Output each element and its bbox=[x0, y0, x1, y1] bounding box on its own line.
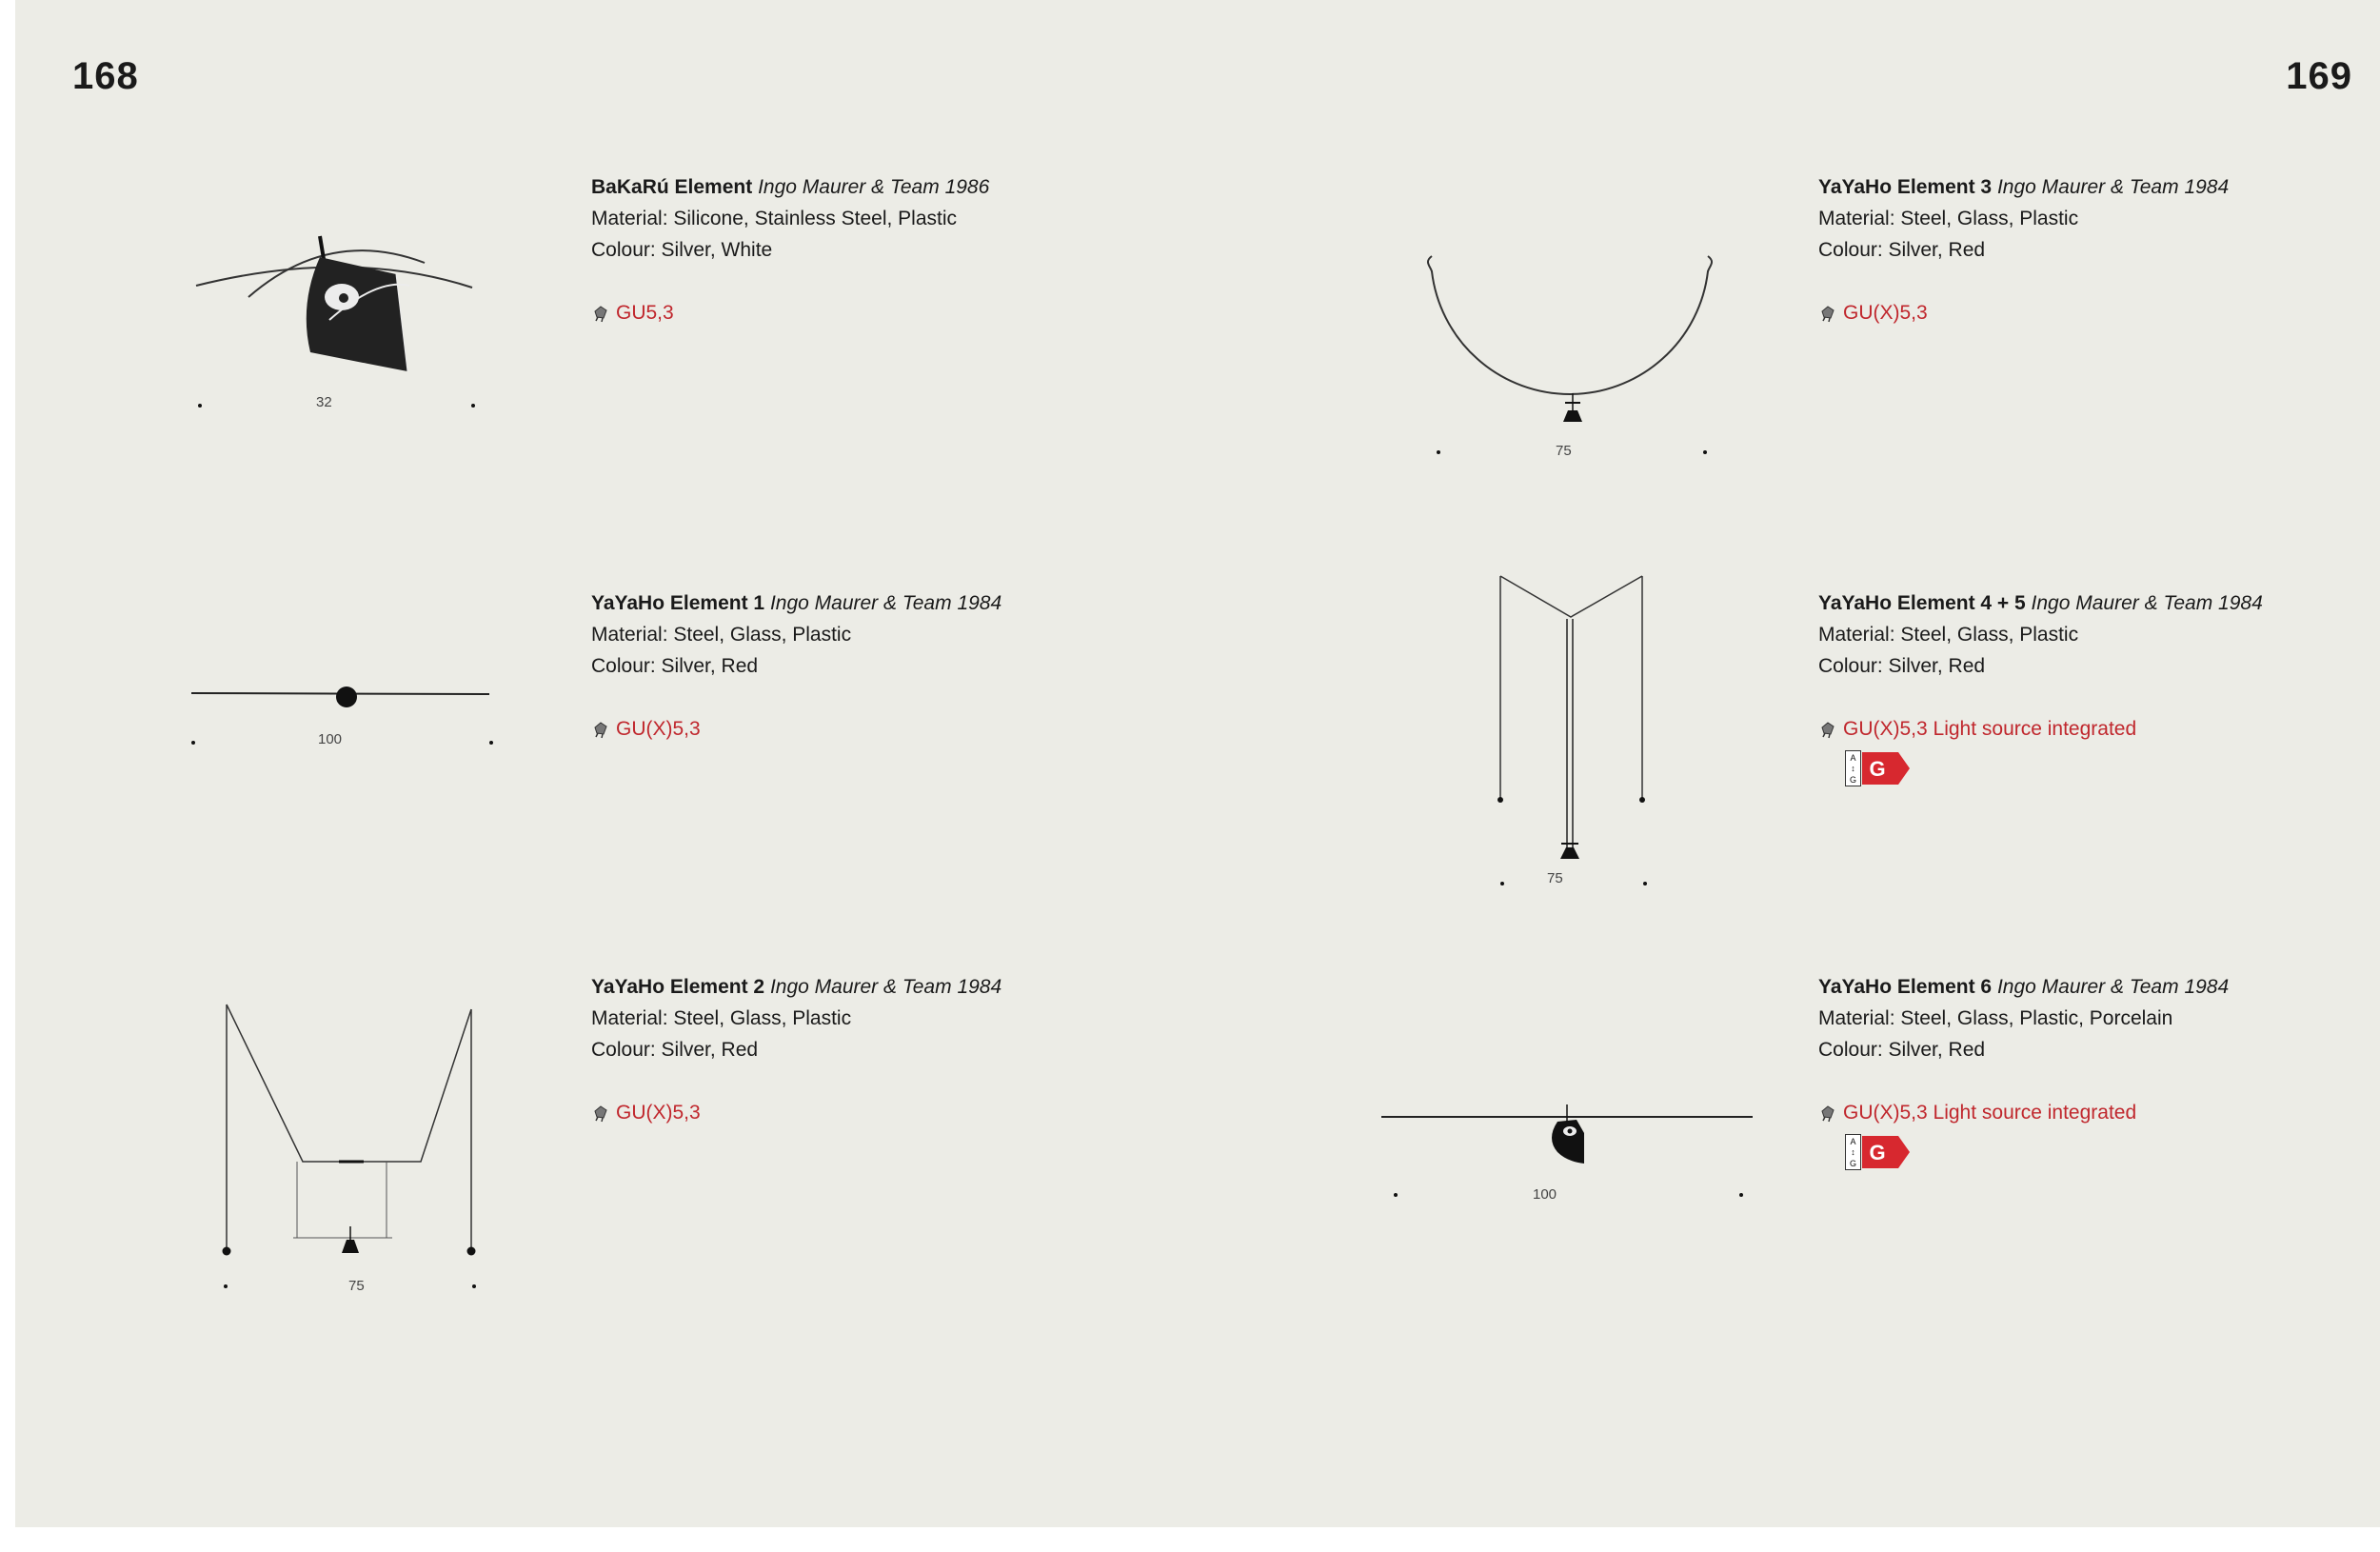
product-designer: Ingo Maurer & Team bbox=[769, 592, 952, 614]
product-designer: Ingo Maurer & Team bbox=[758, 176, 940, 198]
product-name: YaYaHo Element 6 bbox=[1818, 976, 1993, 998]
energy-scale-mid: ↕ bbox=[1851, 764, 1855, 773]
energy-class-letter: G bbox=[1869, 1141, 1886, 1164]
bulb-info bbox=[1818, 713, 2263, 745]
energy-label-icon bbox=[1845, 750, 1912, 786]
energy-scale-top: A bbox=[1850, 753, 1856, 763]
product-material: Material: Steel, Glass, Plastic bbox=[1818, 624, 2079, 646]
product-material: Material: Silicone, Stainless Steel, Plastic bbox=[591, 208, 957, 229]
product-title bbox=[591, 587, 1002, 619]
yayaho-element-3-drawing bbox=[1405, 243, 1738, 471]
halogen-bulb-icon bbox=[1818, 1104, 1837, 1123]
bulb-type: GU(X)5,3 bbox=[1843, 302, 1928, 324]
product-year: 1984 bbox=[2184, 176, 2230, 198]
product-material: Material: Steel, Glass, Plastic bbox=[1818, 208, 2079, 229]
product-title bbox=[1818, 171, 2229, 203]
yayaho-element-2-drawing bbox=[196, 990, 510, 1304]
energy-scale-top: A bbox=[1850, 1137, 1856, 1146]
product-designer: Ingo Maurer & Team bbox=[1996, 176, 2179, 198]
product-yayaho-element-1 bbox=[591, 587, 1002, 745]
yayaho-element-4-5-drawing bbox=[1472, 562, 1662, 905]
product-colour: Colour: Silver, Red bbox=[1818, 655, 1986, 677]
product-colour: Colour: Silver, Red bbox=[1818, 239, 1986, 261]
energy-scale-bottom: G bbox=[1849, 1159, 1857, 1168]
product-name: YaYaHo Element 3 bbox=[1818, 176, 1993, 198]
bulb-type: GU(X)5,3 bbox=[616, 1102, 701, 1124]
dimension-label: 75 bbox=[348, 1278, 365, 1294]
yayaho-element-1-drawing bbox=[177, 667, 510, 762]
product-yayaho-element-2 bbox=[591, 971, 1002, 1128]
product-designer: Ingo Maurer & Team bbox=[2031, 592, 2213, 614]
bulb-info bbox=[591, 1097, 1002, 1128]
product-yayaho-element-3 bbox=[1818, 171, 2229, 328]
energy-class-letter: G bbox=[1869, 757, 1886, 781]
dimension-label: 32 bbox=[316, 394, 332, 410]
product-material: Material: Steel, Glass, Plastic bbox=[591, 624, 852, 646]
product-designer: Ingo Maurer & Team bbox=[769, 976, 952, 998]
product-bakaru-element bbox=[591, 171, 989, 328]
bulb-info bbox=[1818, 297, 2229, 328]
dimension-label: 100 bbox=[1533, 1186, 1557, 1203]
product-colour: Colour: Silver, Red bbox=[591, 655, 759, 677]
bulb-info bbox=[591, 297, 989, 328]
halogen-bulb-icon bbox=[591, 720, 610, 739]
energy-scale-mid: ↕ bbox=[1851, 1147, 1855, 1157]
product-colour: Colour: Silver, White bbox=[591, 239, 773, 261]
yayaho-element-6-drawing bbox=[1367, 1095, 1767, 1209]
product-title bbox=[591, 171, 989, 203]
product-year: 1986 bbox=[944, 176, 990, 198]
bulb-type: GU5,3 bbox=[616, 302, 674, 324]
halogen-bulb-icon bbox=[591, 304, 610, 323]
energy-label-icon bbox=[1845, 1134, 1912, 1170]
product-year: 1984 bbox=[957, 976, 1002, 998]
product-yayaho-element-4-5 bbox=[1818, 587, 2263, 796]
product-designer: Ingo Maurer & Team bbox=[1996, 976, 2179, 998]
page-number-left: 168 bbox=[72, 55, 139, 97]
product-material: Material: Steel, Glass, Plastic bbox=[591, 1007, 852, 1029]
product-yayaho-element-6 bbox=[1818, 971, 2229, 1180]
halogen-bulb-icon bbox=[591, 1104, 610, 1123]
bulb-info bbox=[1818, 1097, 2229, 1128]
halogen-bulb-icon bbox=[1818, 304, 1837, 323]
product-year: 1984 bbox=[2218, 592, 2263, 614]
product-title bbox=[1818, 587, 2263, 619]
product-title bbox=[591, 971, 1002, 1003]
energy-scale-bottom: G bbox=[1849, 775, 1857, 785]
product-name: YaYaHo Element 4 + 5 bbox=[1818, 592, 2026, 614]
product-title bbox=[1818, 971, 2229, 1003]
product-name: BaKaRú Element bbox=[591, 176, 753, 198]
dimension-label: 100 bbox=[318, 731, 343, 747]
product-colour: Colour: Silver, Red bbox=[591, 1039, 759, 1061]
product-name: YaYaHo Element 1 bbox=[591, 592, 765, 614]
dimension-label: 75 bbox=[1547, 870, 1563, 886]
product-year: 1984 bbox=[2184, 976, 2230, 998]
dimension-label: 75 bbox=[1556, 443, 1572, 459]
page-number-right: 169 bbox=[2286, 55, 2352, 97]
product-material: Material: Steel, Glass, Plastic, Porcelain bbox=[1818, 1007, 2173, 1029]
bulb-type: GU(X)5,3 Light source integrated bbox=[1843, 1102, 2137, 1124]
catalog-spread bbox=[15, 0, 2380, 1527]
bulb-type: GU(X)5,3 Light source integrated bbox=[1843, 718, 2137, 740]
product-colour: Colour: Silver, Red bbox=[1818, 1039, 1986, 1061]
bulb-type: GU(X)5,3 bbox=[616, 718, 701, 740]
bulb-info bbox=[591, 713, 1002, 745]
product-year: 1984 bbox=[957, 592, 1002, 614]
product-name: YaYaHo Element 2 bbox=[591, 976, 765, 998]
halogen-bulb-icon bbox=[1818, 720, 1837, 739]
bakaru-element-drawing bbox=[177, 229, 501, 419]
